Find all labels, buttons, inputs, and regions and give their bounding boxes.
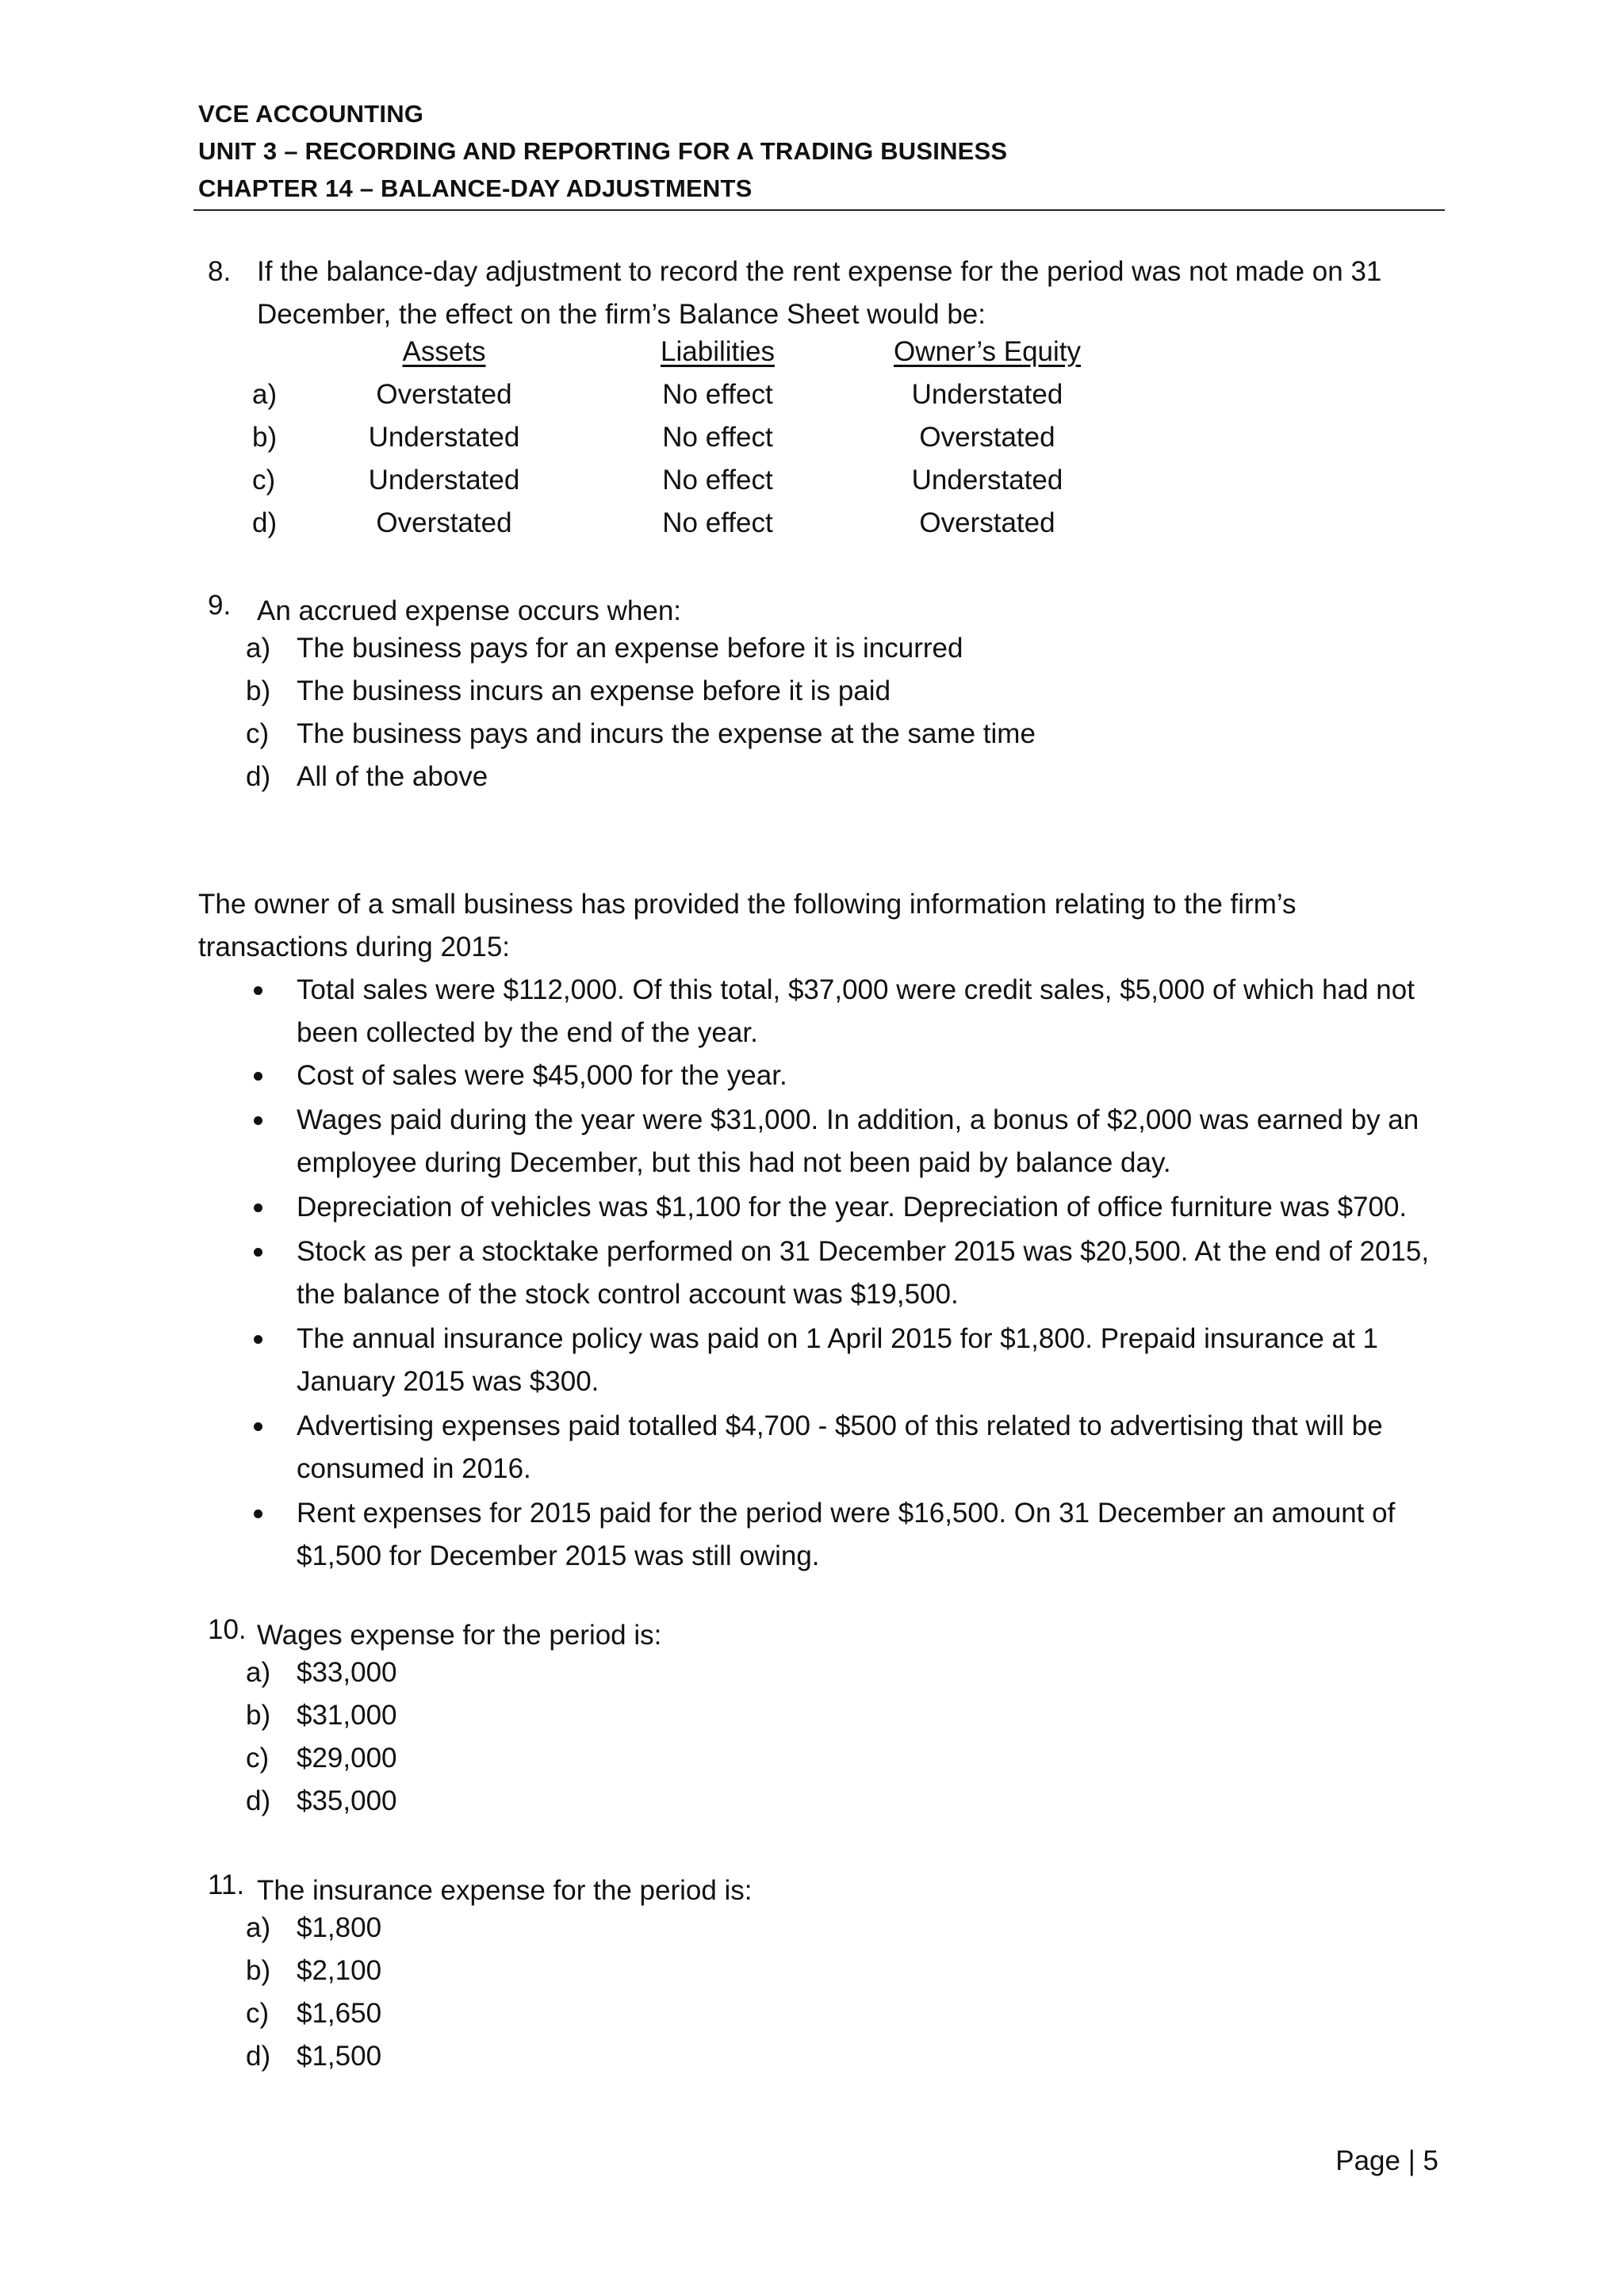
header-unit: UNIT 3 – RECORDING AND REPORTING FOR A TRADING BUSINESS [198,137,1008,165]
option-letter: b) [246,1700,271,1731]
header-course: VCE ACCOUNTING [198,100,424,128]
bullet-text: Total sales were $112,000. Of this total, $37,000 were credit sales, $5,000 of which had not been collected by the end of the year. [297,974,1415,1048]
column-header-owners-equity: Owner’s Equity [893,336,1082,367]
bullet-icon [254,1203,262,1212]
bullet-text: Rent expenses for 2015 paid for the period were $16,500. On 31 December an amount of $1,500 for December 2015 was still owing. [297,1498,1396,1571]
question-number: 10. [208,1614,247,1645]
cell-liabilities: No effect [662,379,773,410]
option-text: $1,500 [297,2041,382,2072]
question-number: 11. [208,1869,245,1900]
cell-assets: Overstated [376,507,512,538]
option-text: The business pays and incurs the expense at the same time [297,718,1036,749]
bullet-text: Depreciation of vehicles was $1,100 for the year. Depreciation of office furniture was $700. [297,1192,1408,1223]
option-letter: d) [246,761,271,792]
option-text: $35,000 [297,1785,397,1816]
page-header [198,95,1445,207]
option-letter: a) [246,633,271,664]
option-letter: b) [246,1955,271,1986]
option-letter: c) [246,1743,270,1774]
option-text: The business pays for an expense before it is incurred [297,633,963,664]
bullet-icon [254,1248,262,1257]
cell-owners-equity: Understated [911,465,1063,496]
option-text: The business incurs an expense before it is paid [297,675,891,706]
bullet-icon [254,1116,262,1125]
cell-assets: Understated [368,422,520,453]
header-divider [193,209,1445,211]
cell-assets: Understated [368,465,520,496]
cell-owners-equity: Overstated [919,422,1055,453]
option-text: $31,000 [297,1700,397,1731]
option-letter: d) [246,1785,271,1816]
page-separator: | [1408,2145,1415,2176]
bullet-icon [254,1422,262,1431]
question-number: 8. [208,256,232,287]
bullet-text: Stock as per a stocktake performed on 31 December 2015 was $20,500. At the end of 2015, the balance of the stock control account was $19,500. [297,1236,1430,1310]
cell-owners-equity: Overstated [919,507,1055,538]
option-letter: c) [246,1998,270,2029]
question-text: The insurance expense for the period is: [257,1875,753,1906]
option-letter: b) [252,422,278,453]
option-letter: c) [246,718,270,749]
cell-owners-equity: Understated [911,379,1063,410]
option-letter: a) [252,379,278,410]
bullet-text: Advertising expenses paid totalled $4,700 - $500 of this related to advertising that will be consumed in 2016. [297,1410,1383,1484]
option-letter: d) [252,507,278,538]
bullet-icon [254,1072,262,1081]
bullet-text: Cost of sales were $45,000 for the year. [297,1060,787,1091]
page-footer [1335,2145,1438,2177]
bullet-text: The annual insurance policy was paid on 1 April 2015 for $1,800. Prepaid insurance at 1 January 2015 was $300. [297,1323,1378,1397]
bullet-text: Wages paid during the year were $31,000. In addition, a bonus of $2,000 was earned by an employee during December, but this had not been paid by balance day. [297,1104,1419,1178]
column-header-liabilities: Liabilities [661,336,775,367]
option-text: $33,000 [297,1657,397,1688]
scenario-intro: The owner of a small business has provided the following information relating to the firm’s transactions during 2015: [198,889,1297,962]
option-letter: a) [246,1912,271,1943]
bullet-icon [254,1510,262,1518]
question-text: If the balance-day adjustment to record the rent expense for the period was not made on 31 December, the effect on the firm’s Balance Sheet would be: [257,256,1382,330]
page-number: 5 [1423,2145,1438,2176]
cell-liabilities: No effect [662,507,773,538]
bullet-icon [254,1335,262,1344]
bullet-icon [254,986,262,995]
option-letter: c) [252,465,276,496]
header-chapter: CHAPTER 14 – BALANCE-DAY ADJUSTMENTS [198,174,753,202]
cell-assets: Overstated [376,379,512,410]
question-text: An accrued expense occurs when: [257,595,682,626]
column-header-assets: Assets [402,336,486,367]
option-text: $1,800 [297,1912,382,1943]
option-text: $2,100 [297,1955,382,1986]
cell-liabilities: No effect [662,422,773,453]
option-text: All of the above [297,761,488,792]
option-letter: d) [246,2041,271,2072]
option-letter: a) [246,1657,271,1688]
option-letter: b) [246,675,271,706]
question-text: Wages expense for the period is: [257,1620,662,1651]
option-text: $29,000 [297,1743,397,1774]
option-text: $1,650 [297,1998,382,2029]
question-number: 9. [208,590,232,621]
cell-liabilities: No effect [662,465,773,496]
page-label: Page [1335,2145,1400,2176]
